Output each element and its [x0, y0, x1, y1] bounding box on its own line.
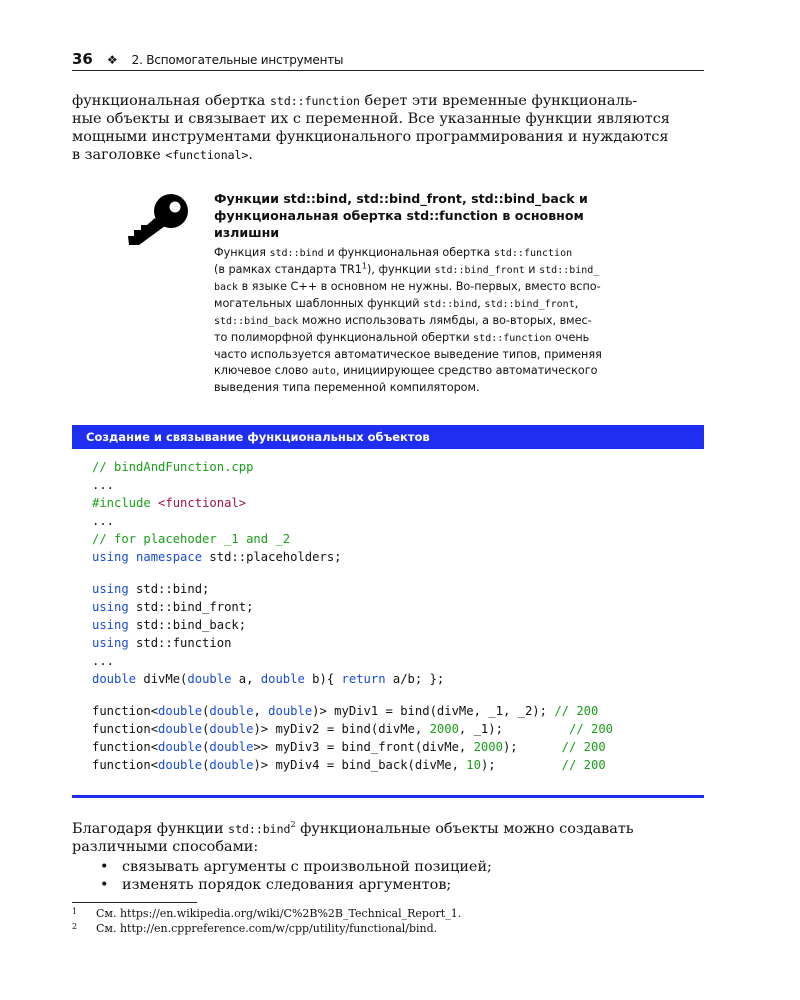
code-line — [92, 688, 702, 702]
text-run: и функциональная обертка — [323, 246, 494, 259]
inline-code: std::bind_front — [484, 299, 575, 310]
text-run: в языке C++ в основном не нужны. Во-первых, вместо вспо- — [238, 280, 601, 293]
footnote-ref: 1 — [361, 261, 367, 271]
text-run: то полиморфной функциональной обертки — [214, 331, 474, 344]
code-token-plain: std::bind_front; — [128, 600, 254, 614]
code-token-plain: )> myDiv2 = bind(divMe, — [253, 722, 430, 736]
code-token-plain: b){ — [304, 672, 342, 686]
inline-code: back — [214, 282, 239, 293]
bullet-text: изменять порядок следования аргументов; — [122, 877, 452, 893]
listing-end-rule — [72, 795, 704, 798]
text-run: ные объекты и связывает их с переменной. Все указанные функции являются — [72, 111, 670, 127]
code-line — [92, 756, 702, 774]
code-token-plain: ( — [202, 704, 210, 718]
text-run: в заголовке — [72, 147, 166, 163]
bullet-marker: • — [100, 877, 109, 893]
footnote-text: См. https://en.wikipedia.org/wiki/C%2B%2B_Technical_Report_1. — [96, 907, 462, 920]
code-token-plain: ... — [92, 514, 115, 528]
code-token-comment: // for placehoder _1 and _2 — [92, 532, 291, 546]
code-token-kw: namespace — [136, 550, 203, 564]
text-run: выведения типа переменной компилятором. — [214, 381, 480, 394]
inline-code: std::bind_front — [434, 265, 525, 276]
note-title-line: функциональная обертка std::function в основном — [214, 208, 584, 223]
text-run: (в рамках стандарта TR1 — [214, 263, 362, 276]
code-token-kw: double — [268, 704, 313, 718]
text-run: очень — [551, 331, 590, 344]
footnote — [72, 921, 704, 936]
intro-paragraph — [72, 92, 704, 164]
text-run: функциональные объекты можно создавать — [295, 821, 634, 837]
code-token-plain: std::bind; — [128, 582, 210, 596]
code-line — [92, 720, 702, 738]
code-line — [92, 476, 702, 494]
code-token-kw: using — [92, 582, 129, 596]
code-token-plain: >> myDiv3 = bind_front(divMe, — [253, 740, 474, 754]
bullet-item — [100, 876, 700, 894]
note-body-line — [214, 363, 660, 380]
bullet-text: связывать аргументы с произвольной позицией; — [122, 859, 492, 875]
code-token-kw: double — [158, 740, 203, 754]
after-line — [72, 838, 704, 856]
inline-code: std::function — [269, 94, 360, 108]
code-listing — [92, 458, 702, 774]
note-title-line: Функции std::bind, std::bind_front, std::bind_back и — [214, 191, 588, 206]
code-token-kw: double — [209, 758, 254, 772]
code-token-kw: using — [92, 550, 129, 564]
code-token-plain: function< — [92, 740, 159, 754]
text-run: ключевое слово — [214, 364, 312, 377]
text-run: и — [524, 263, 540, 276]
code-token-plain: ); — [502, 740, 562, 754]
text-run: ), функции — [366, 263, 435, 276]
text-run: , — [574, 297, 579, 310]
key-icon — [125, 192, 191, 246]
code-token-kw: using — [92, 618, 129, 632]
note-box — [214, 190, 660, 396]
code-line — [92, 598, 702, 616]
footnote — [72, 906, 704, 921]
code-token-plain — [129, 550, 136, 564]
code-line — [92, 670, 702, 688]
note-body-line — [214, 380, 660, 396]
code-line — [92, 494, 702, 512]
code-token-kw: double — [209, 722, 254, 736]
code-line — [92, 580, 702, 598]
note-body-line — [214, 330, 660, 347]
code-token-kw: using — [92, 600, 129, 614]
code-token-comment: // 200 — [554, 704, 599, 718]
code-line — [92, 702, 702, 720]
text-run: различными способами: — [72, 839, 259, 855]
page-number: 36 — [72, 50, 93, 68]
code-line — [92, 548, 702, 566]
after-paragraph — [72, 820, 704, 856]
code-token-kw: double — [209, 740, 254, 754]
text-run: Благодаря функции — [72, 821, 229, 837]
bullet-marker: • — [100, 859, 109, 875]
code-token-plain: a, — [231, 672, 261, 686]
footnote-number: 2 — [72, 922, 78, 931]
intro-line — [72, 146, 704, 164]
code-line — [92, 530, 702, 548]
code-token-plain: ... — [92, 654, 115, 668]
text-run: берет эти временные функциональ- — [359, 93, 638, 109]
code-token-plain: , _1); — [458, 722, 569, 736]
code-token-plain: function< — [92, 704, 159, 718]
code-token-num: 2000 — [473, 740, 503, 754]
code-line — [92, 458, 702, 476]
text-run: Функция — [214, 246, 270, 259]
after-line — [72, 820, 704, 838]
intro-line — [72, 128, 704, 146]
text-run: , инициирующее средство автоматического — [335, 364, 598, 377]
header-rule — [72, 70, 704, 71]
inline-code: std::bind_ — [539, 265, 600, 276]
text-run: мощными инструментами функционального программирования и нуждаются — [72, 129, 669, 145]
code-token-plain: )> myDiv1 = bind(divMe, _1, _2); — [312, 704, 555, 718]
code-token-plain: std::bind_back; — [128, 618, 247, 632]
text-run: часто используется автоматическое выведение типов, применяя — [214, 348, 602, 361]
code-token-plain: ( — [202, 722, 210, 736]
code-token-plain: std::function — [128, 636, 232, 650]
code-token-plain: ); — [480, 758, 562, 772]
code-token-comment: // 200 — [568, 722, 614, 736]
code-token-plain: function< — [92, 758, 159, 772]
inline-code: auto — [311, 366, 336, 377]
code-token-kw: return — [341, 672, 386, 686]
code-token-num: 2000 — [429, 722, 459, 736]
intro-line — [72, 92, 704, 110]
page-header — [72, 50, 704, 70]
inline-code: <functional> — [165, 148, 249, 162]
note-title — [214, 190, 660, 241]
code-token-plain: ( — [202, 740, 210, 754]
code-token-kw: using — [92, 636, 129, 650]
note-body-line — [214, 245, 660, 262]
footnote-ref: 2 — [290, 820, 296, 830]
text-run: можно использовать лямбды, а во-вторых, вмес- — [298, 314, 592, 327]
inline-code: std::function — [473, 333, 552, 344]
code-line — [92, 634, 702, 652]
code-token-plain: function< — [92, 722, 159, 736]
note-body-line — [214, 279, 660, 296]
text-run: функциональная обертка — [72, 93, 270, 109]
text-run: могательных шаблонных функций — [214, 297, 424, 310]
note-body-line — [214, 296, 660, 313]
code-token-comment: #include — [92, 496, 159, 510]
code-token-kw: double — [209, 704, 254, 718]
code-token-plain: , — [253, 704, 269, 718]
note-body — [214, 245, 660, 396]
code-token-plain: std::placeholders; — [202, 550, 342, 564]
intro-line — [72, 110, 704, 128]
footnotes — [72, 906, 704, 936]
footnote-text: См. http://en.cppreference.com/w/cpp/utility/functional/bind. — [96, 922, 438, 935]
text-run: . — [248, 147, 253, 163]
listing-title: Создание и связывание функциональных объектов — [72, 425, 704, 449]
code-token-comment: // 200 — [561, 740, 606, 754]
note-body-line — [214, 262, 660, 279]
inline-code: std::bind — [269, 248, 324, 259]
header-separator: ❖ — [106, 53, 118, 67]
chapter-title: 2. Вспомогательные инструменты — [131, 53, 344, 67]
code-token-comment: // bindAndFunction.cpp — [92, 460, 254, 474]
bullet-list — [100, 858, 700, 894]
code-token-comment: // 200 — [561, 758, 606, 772]
code-token-num: 10 — [466, 758, 481, 772]
code-token-kw: double — [92, 672, 137, 686]
bullet-item — [100, 858, 700, 876]
code-token-kw: double — [158, 704, 203, 718]
code-token-kw: double — [158, 758, 203, 772]
text-run: , — [477, 297, 485, 310]
note-body-line — [214, 313, 660, 330]
inline-code: std::bind — [423, 299, 478, 310]
code-token-plain: )> myDiv4 = bind_back(divMe, — [253, 758, 467, 772]
code-token-plain: a/b; }; — [385, 672, 445, 686]
code-token-str: <functional> — [158, 496, 247, 510]
inline-code: std::bind — [228, 822, 291, 836]
code-line — [92, 566, 702, 580]
code-token-kw: double — [158, 722, 203, 736]
note-body-line — [214, 347, 660, 363]
code-line — [92, 616, 702, 634]
code-token-kw: double — [260, 672, 305, 686]
footnote-rule — [72, 902, 197, 903]
footnote-number: 1 — [72, 907, 78, 916]
code-line — [92, 652, 702, 670]
code-token-kw: double — [187, 672, 232, 686]
code-token-plain: divMe( — [136, 672, 188, 686]
note-title-line: излишни — [214, 225, 280, 240]
code-token-plain: ( — [202, 758, 210, 772]
code-token-plain: ... — [92, 478, 115, 492]
code-line — [92, 512, 702, 530]
inline-code: std::bind_back — [214, 316, 299, 327]
inline-code: std::function — [493, 248, 573, 259]
code-line — [92, 738, 702, 756]
